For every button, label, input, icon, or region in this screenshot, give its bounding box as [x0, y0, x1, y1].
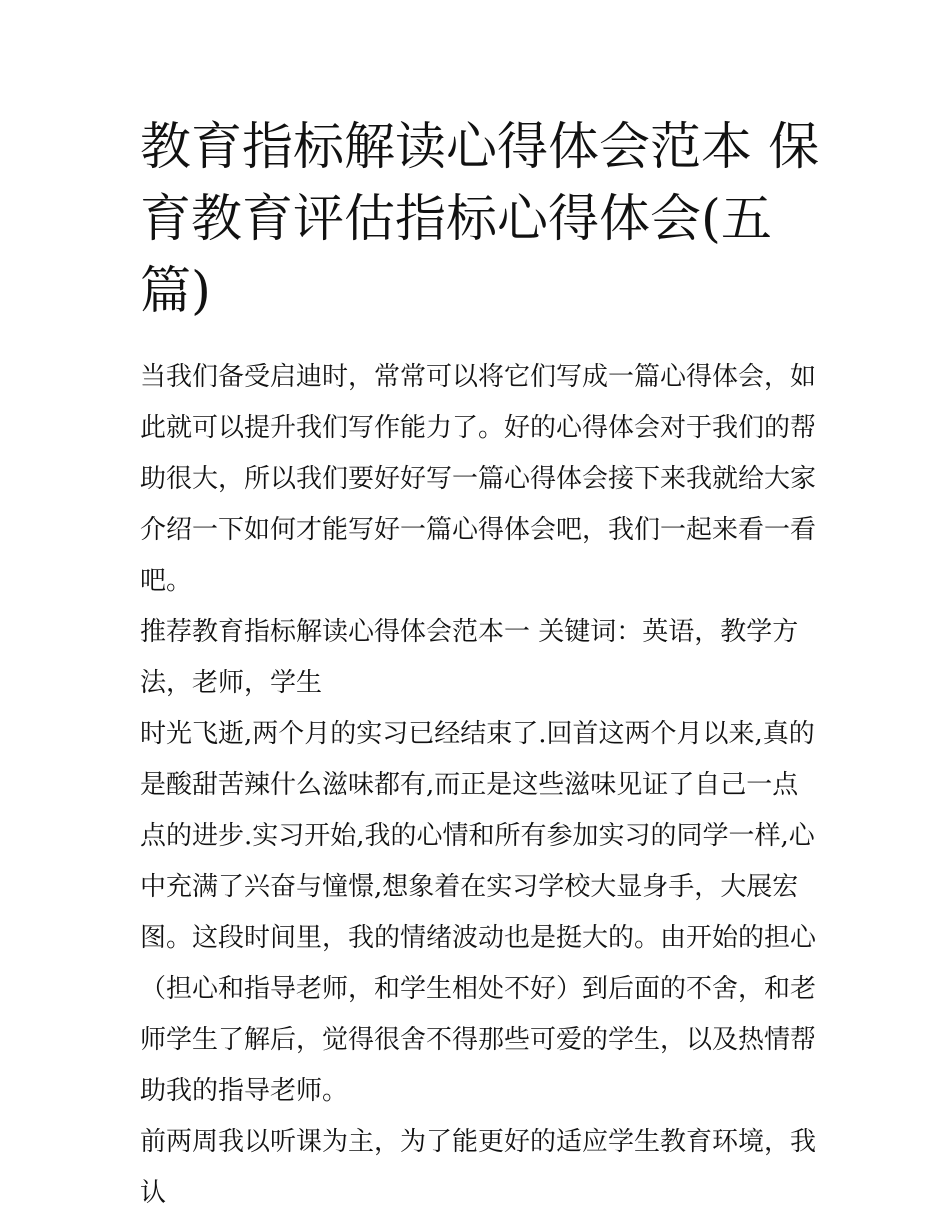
body-paragraph: 前两周我以听课为主，为了能更好的适应学生教育环境，我认	[140, 1127, 817, 1208]
section-heading-paragraph: 推荐教育指标解读心得体会范本一 关键词：英语，教学方法，老师，学生	[140, 617, 799, 698]
document-body	[140, 352, 820, 1219]
body-paragraph: 时光飞逝,两个月的实习已经结束了.回首这两个月以来,真的是酸甜苦辣什么滋味都有,而正是这些滋味见证了自己一点点的进步.实习开始,我的心情和所有参加实习的同学一样,心中充满了兴奋与憧憬,想象着在实习学校大显身手，大展宏图。这段时间里，我的情绪波动也是挺大的。由开始的担心（担心和指导老师，和学生相处不好）到后面的不舍，和老师学生了解后，觉得很舍不得那些可爱的学生，以及热情帮助我的指导老师。	[140, 719, 817, 1106]
intro-paragraph: 当我们备受启迪时，常常可以将它们写成一篇心得体会，如此就可以提升我们写作能力了。好的心得体会对于我们的帮助很大，所以我们要好好写一篇心得体会接下来我就给大家介绍一下如何才能写好一篇心得体会吧，我们一起来看一看吧。	[140, 362, 817, 596]
document-title: 教育指标解读心得体会范本 保育教育评估指标心得体会(五篇)	[140, 118, 820, 321]
